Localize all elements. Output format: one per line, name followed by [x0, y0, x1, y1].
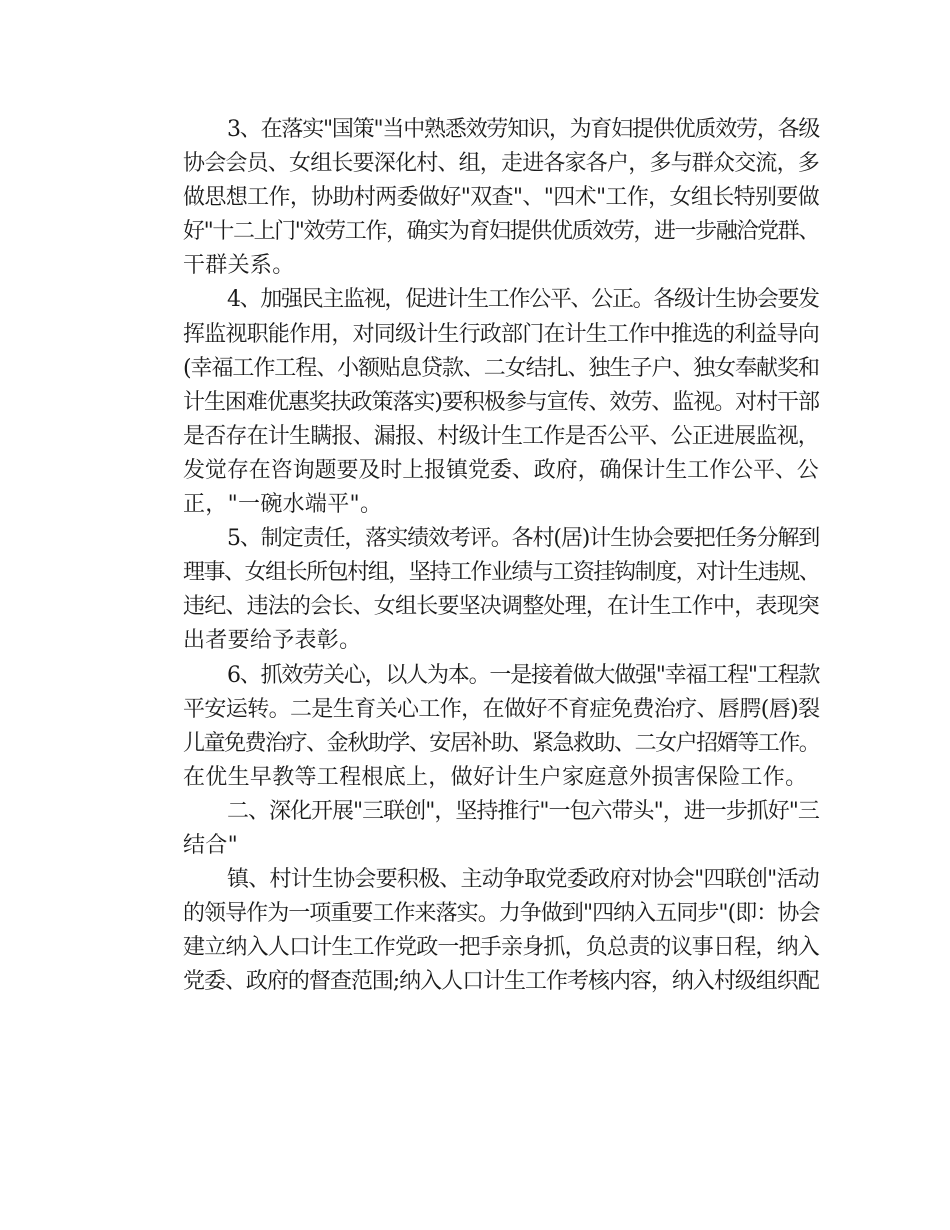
text-line: 5、制定责任，落实绩效考评。各村(居)计生协会要把任务分解到	[227, 526, 820, 552]
text-line: 是否存在计生瞒报、漏报、村级计生工作是否公平、公正进展监视，	[183, 423, 820, 449]
text-line: 发觉存在咨询题要及时上报镇党委、政府，确保计生工作公平、公	[183, 457, 819, 483]
text-line: 干群关系。	[183, 253, 295, 279]
text-line: 做思想工作，协助村两委做好"双查"、"四术"工作，女组长特别要做	[183, 185, 820, 211]
text-line: 理事、女组长所包村组，坚持工作业绩与工资挂钩制度，对计生违规、	[183, 560, 820, 586]
paragraph-item-5	[139, 522, 819, 658]
text-line: 违纪、违法的会长、女组长要坚决调整处理，在计生工作中，表现突	[183, 594, 820, 620]
text-line: 协会会员、女组长要深化村、组，走进各家各户，多与群众交流，多	[183, 151, 820, 177]
section-heading-2	[139, 795, 819, 863]
text-line: 建立纳入人口计生工作党政一把手亲身抓，负总责的议事日程，纳入	[183, 935, 820, 961]
text-line: 二、深化开展"三联创"，坚持推行"一包六带头"，进一步抓好"三	[227, 798, 819, 824]
text-line: 儿童免费治疗、金秋助学、安居补助、紧急救助、二女户招婿等工作。	[183, 730, 820, 756]
text-line: 结合"	[183, 832, 239, 858]
document-body	[139, 113, 819, 999]
text-line: 出者要给予表彰。	[183, 628, 362, 654]
text-line: 镇、村计生协会要积极、主动争取党委政府对协会"四联创"活动	[227, 867, 819, 893]
text-line: 平安运转。二是生育关心工作，在做好不育症免费治疗、唇腭(唇)裂	[183, 696, 820, 722]
text-line: 3、在落实"国策"当中熟悉效劳知识，为育妇提供优质效劳，各级	[227, 117, 820, 142]
paragraph-item-6	[139, 659, 819, 795]
text-line: 在优生早教等工程根底上，做好计生户家庭意外损害保险工作。	[183, 764, 808, 790]
text-line: 计生困难优惠奖扶政策落实)要积极参与宣传、效劳、监视。对村干部	[183, 389, 819, 415]
paragraph-item-4	[139, 283, 819, 522]
text-line: (幸福工作工程、小额贴息贷款、二女结扎、独生子户、独女奉献奖和	[183, 355, 819, 381]
paragraph-item-3	[139, 113, 819, 283]
text-line: 党委、政府的督查范围;纳入人口计生工作考核内容，纳入村级组织配	[183, 969, 819, 995]
text-line: 6、抓效劳关心，以人为本。一是接着做大做强"幸福工程"工程款	[227, 662, 820, 688]
text-line: 正，"一碗水端平"。	[183, 492, 383, 518]
text-line: 挥监视职能作用，对同级计生行政部门在计生工作中推选的利益导向	[183, 321, 820, 347]
text-line: 的领导作为一项重要工作来落实。力争做到"四纳入五同步"(即：协会	[183, 901, 820, 927]
text-line: 4、加强民主监视，促进计生工作公平、公正。各级计生协会要发	[227, 287, 819, 313]
paragraph-four-in-five-sync	[139, 863, 819, 999]
text-line: 好"十二上门"效劳工作，确实为育妇提供优质效劳，进一步融洽党群、	[183, 219, 819, 245]
